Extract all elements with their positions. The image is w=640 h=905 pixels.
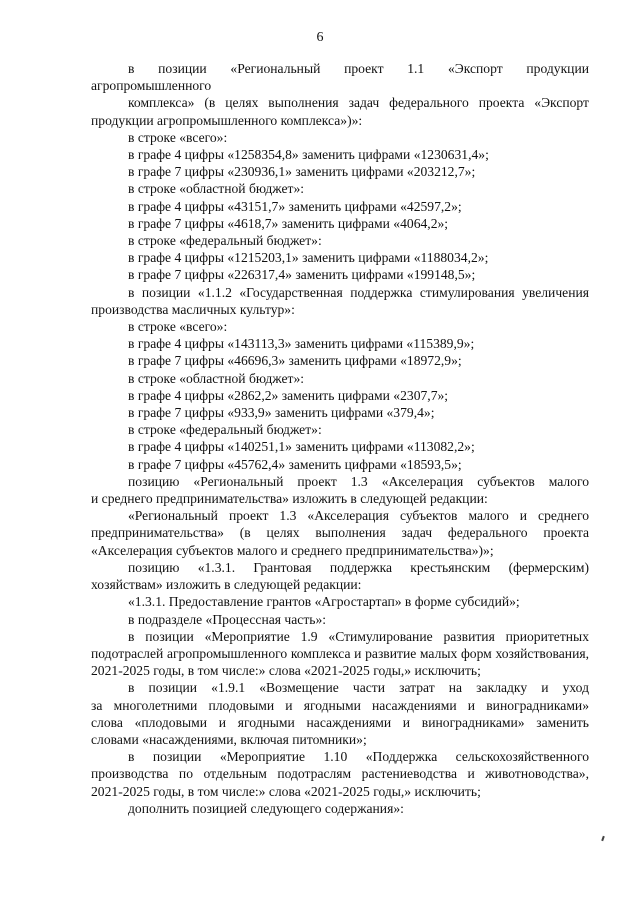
text-line: «1.3.1. Предоставление грантов «Агростартап» в форме субсидий»; bbox=[128, 594, 520, 610]
text-line: в графе 4 цифры «1258354,8» заменить цифрами «1230631,4»; bbox=[128, 147, 489, 163]
text-line: продукции агропромышленного комплекса»)»: bbox=[91, 112, 363, 128]
text-line: 2021-2025 годы, в том числе:» слова «2021-2025 годы,» исключить; bbox=[91, 783, 481, 799]
text-line: в графе 7 цифры «230936,1» заменить цифрами «203212,7»; bbox=[128, 164, 476, 180]
page-number: 6 bbox=[316, 30, 324, 45]
text-line: в подразделе «Процессная часть»: bbox=[128, 611, 327, 627]
text-line: позицию «1.3.1. Грантовая поддержка крестьянским (фермерским) bbox=[128, 559, 589, 575]
text-line: слова «плодовыми и ягодными насаждениями и виноградниками» заменить bbox=[91, 714, 589, 730]
text-line: в графе 4 цифры «2862,2» заменить цифрами «2307,7»; bbox=[128, 387, 449, 403]
text-line: в позиции «Региональный проект 1.1 «Экспорт продукции агропромышленного bbox=[91, 61, 589, 94]
text-line: 2021-2025 годы, в том числе:» слова «2021-2025 годы,» исключить; bbox=[91, 663, 481, 679]
text-line: в строке «федеральный бюджет»: bbox=[128, 233, 322, 249]
text-line: в позиции «Мероприятие 1.9 «Стимулирование развития приоритетных bbox=[128, 628, 589, 644]
text-line: словами «насаждениями, включая питомники»; bbox=[91, 731, 367, 747]
scan-speck bbox=[601, 836, 605, 841]
text-line: в графе 4 цифры «140251,1» заменить цифрами «113082,2»; bbox=[128, 439, 475, 455]
text-line: в графе 4 цифры «43151,7» заменить цифрами «42597,2»; bbox=[128, 198, 462, 214]
text-line: производства масличных культур»: bbox=[91, 301, 295, 317]
text-line: в графе 7 цифры «933,9» заменить цифрами «379,4»; bbox=[128, 405, 435, 421]
text-line: в позиции «1.1.2 «Государственная поддержка стимулирования увеличения bbox=[128, 284, 589, 300]
text-line: и среднего предпринимательства» изложить в следующей редакции: bbox=[91, 491, 488, 507]
text-line: предпринимательства» (в целях выполнения задач федерального проекта bbox=[91, 525, 589, 541]
text-line: дополнить позицией следующего содержания»: bbox=[128, 800, 404, 816]
text-line: позицию «Региональный проект 1.3 «Акселерация субъектов малого bbox=[128, 473, 589, 489]
text-line: «Акселерация субъектов малого и среднего предпринимательства»)»; bbox=[91, 542, 494, 558]
text-line: в строке «областной бюджет»: bbox=[128, 370, 305, 386]
text-line: хозяйствам» изложить в следующей редакции: bbox=[91, 577, 362, 593]
text-line: в графе 7 цифры «4618,7» заменить цифрами «4064,2»; bbox=[128, 215, 449, 231]
text-line: производства по отдельным подотраслям растениеводства и животноводства», bbox=[91, 766, 589, 782]
text-line: подотраслей агропромышленного комплекса и развитие малых форм хозяйствования, bbox=[91, 645, 589, 661]
text-line: в позиции «Мероприятие 1.10 «Поддержка сельскохозяйственного bbox=[128, 749, 589, 765]
text-line: в графе 4 цифры «143113,3» заменить цифрами «115389,9»; bbox=[128, 336, 475, 352]
text-line: в строке «областной бюджет»: bbox=[128, 181, 305, 197]
text-line: в строке «всего»: bbox=[128, 129, 228, 145]
text-line: в графе 7 цифры «45762,4» заменить цифрами «18593,5»; bbox=[128, 456, 462, 472]
text-line: «Региональный проект 1.3 «Акселерация субъектов малого и среднего bbox=[128, 508, 589, 524]
text-line: в строке «всего»: bbox=[128, 319, 228, 335]
text-line: в позиции «1.9.1 «Возмещение части затрат на закладку и уход bbox=[128, 680, 589, 696]
text-line: в графе 7 цифры «46696,3» заменить цифрами «18972,9»; bbox=[128, 353, 462, 369]
text-line: за многолетними плодовыми и ягодными насаждениями и виноградниками» bbox=[91, 697, 589, 713]
text-line: в графе 4 цифры «1215203,1» заменить цифрами «1188034,2»; bbox=[128, 250, 489, 266]
text-line: в графе 7 цифры «226317,4» заменить цифрами «199148,5»; bbox=[128, 267, 476, 283]
text-line: в строке «федеральный бюджет»: bbox=[128, 422, 322, 438]
document-body bbox=[91, 60, 589, 817]
text-line: комплекса» (в целях выполнения задач федерального проекта «Экспорт bbox=[128, 95, 589, 111]
